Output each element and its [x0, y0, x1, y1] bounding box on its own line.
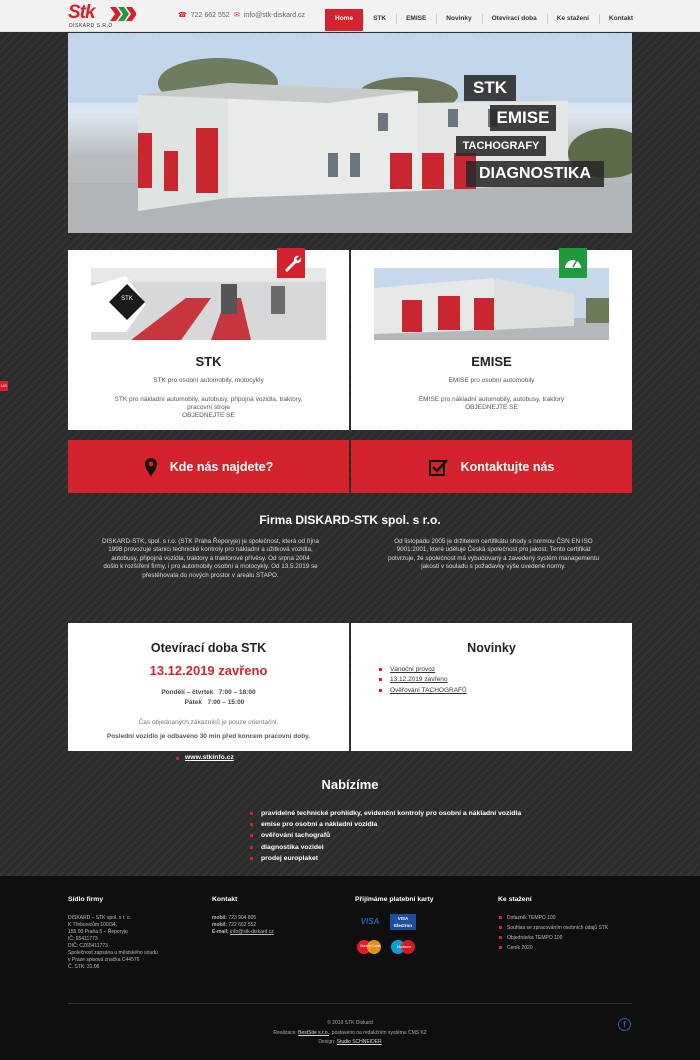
- hero-tag-tachografy: TACHOGRAFY: [456, 136, 546, 156]
- gauge-icon: [559, 248, 587, 278]
- hero-tag-diagnostika: DIAGNOSTIKA: [466, 161, 604, 187]
- facebook-icon[interactable]: f: [618, 1018, 631, 1031]
- header-phone[interactable]: ☎ 722 662 552: [178, 12, 230, 19]
- ribbon-red: [277, 248, 305, 278]
- offer-title: Nabízíme: [321, 777, 379, 792]
- bestsite-link[interactable]: BestSite s.r.o.: [298, 1030, 330, 1036]
- card-stk-title: STK: [195, 354, 222, 369]
- hours-box: [68, 623, 349, 751]
- card-emise-title: EMISE: [471, 354, 512, 369]
- map-pin-icon: [144, 458, 158, 476]
- contact-us-label: Kontaktujte nás: [460, 459, 555, 474]
- side-tab[interactable]: UG: [0, 381, 8, 391]
- hours-alert: 13.12.2019 zavřeno: [149, 663, 268, 678]
- contact-us-button[interactable]: [351, 440, 632, 493]
- hours-last: Poslední vozidlo je odbaveno 30 min před koncem pracovní doby.: [106, 733, 311, 740]
- maestro-card: Maestro: [390, 939, 418, 955]
- news-item[interactable]: Ověřování TACHOGRAFŮ: [390, 687, 467, 694]
- visa-electron-card: VISA Electron: [390, 914, 416, 930]
- hero-banner: [68, 33, 632, 233]
- card-emise[interactable]: [351, 250, 632, 430]
- card-stk-line1: STK pro osobní automobily, motocykly: [153, 377, 264, 384]
- news-item[interactable]: 13.12.2019 zavřeno: [390, 676, 448, 683]
- hero-building-image: [68, 33, 632, 233]
- offer-item: emise pro osobní a nákladní vozidla: [261, 821, 378, 828]
- top-header: [0, 0, 700, 32]
- footer-col3-title: Přijímáme platební karty: [355, 896, 434, 903]
- logo-text: Stk: [68, 2, 95, 23]
- find-us-button[interactable]: [68, 440, 349, 493]
- card-emise-line1: EMISE pro osobní automobily: [448, 377, 535, 384]
- footer-email-link[interactable]: info@stk-diskard.cz: [230, 929, 274, 935]
- hours-note: Čas objednaných zákazníků je pouze orientační.: [138, 719, 279, 726]
- card-stk[interactable]: [68, 250, 349, 430]
- hours-title: Otevírací doba STK: [150, 641, 267, 655]
- offer-item: prodej europlaket: [261, 855, 319, 862]
- wrench-icon: [277, 248, 305, 278]
- download-link[interactable]: Objednávka TEMPO 100: [507, 935, 563, 941]
- header-email-link[interactable]: info@stk-diskard.cz: [243, 12, 306, 19]
- logo[interactable]: [68, 4, 138, 30]
- footer-col4-title: Ke stažení: [498, 896, 532, 903]
- stkinfo-bullet: [176, 757, 179, 760]
- company-title: Firma DISKARD-STK spol. s r.o.: [259, 513, 441, 527]
- header-email[interactable]: [234, 11, 305, 19]
- stk-seal: STK: [121, 296, 133, 302]
- nav-novinky[interactable]: Novinky: [436, 9, 481, 31]
- ribbon-green: [559, 248, 587, 278]
- footer-design: Design: Studio SCHNEIDER: [318, 1039, 382, 1045]
- card-stk-cta[interactable]: OBJEDNEJTE SE: [182, 412, 235, 419]
- download-link[interactable]: Dotazník TEMPO 100: [507, 915, 556, 921]
- news-box: [351, 623, 632, 751]
- stk-card-image: [91, 268, 326, 340]
- footer-col2-title: Kontakt: [212, 896, 238, 903]
- hours-row2: Pátek 7:00 – 15:00: [184, 699, 245, 706]
- nav-ke-stazeni[interactable]: Ke stažení: [547, 9, 599, 31]
- stkinfo-link[interactable]: www.stkinfo.cz: [185, 754, 234, 761]
- nav-emise[interactable]: EMISE: [396, 9, 436, 31]
- offer-item: ověřování tachografů: [261, 832, 331, 839]
- nav-oteviraci-doba[interactable]: Otevírací doba: [482, 9, 547, 31]
- footer-contact: mobil: 723 904 805 mobil: 722 662 552 E-mail: info@stk-diskard.cz: [212, 915, 274, 935]
- download-link[interactable]: Souhlas se zpracováním osobních údajů STK: [507, 925, 609, 931]
- studio-link[interactable]: Studio SCHNEIDER: [336, 1039, 382, 1045]
- hero-tag-stk: STK: [464, 75, 516, 101]
- card-stk-line2: STK pro nákladní automobily, autobusy, připojná vozidla, traktory,: [114, 396, 303, 403]
- checkbox-icon: [429, 458, 449, 476]
- company-left-text: DISKARD-STK, spol. s r.o. (STK Praha Řeporyje) je společnost, která od října 1998 provozuje stanici technické kontroly pro nákladní a užitková vozidla, autobusy, připojná vozidla, traktory a traktorové přívěsy. Od srpna 2004 došlo k rozšíření firmy, i pro automobily osobní a motocykly. Od 13.5.2019 se přestěhovala do nových prostor v areálu STAPO.: [102, 538, 319, 579]
- news-title: Novinky: [467, 641, 516, 655]
- footer-address: DISKARD – STK spol. s r. o. K Třebonicům 100/34, 155 00 Praha 5 – Řeporyje IČ: 65411773 DIČ: CZ65411773 Společnost zapsána u městského soudu v Praze spisová značka C44576 Č. STK: 31.06: [68, 915, 158, 970]
- footer-col1-title: Sídlo firmy: [68, 896, 104, 903]
- card-stk-line3: pracovní stroje: [187, 404, 230, 411]
- hero-tag-emise: EMISE: [490, 105, 556, 131]
- hours-row1: Pondělí – čtvrtek 7:00 – 18:00: [161, 689, 256, 696]
- main-nav: [325, 9, 643, 31]
- visa-card: VISA: [360, 917, 380, 926]
- emise-card-image: [374, 268, 609, 340]
- footer-divider: [68, 1003, 632, 1004]
- download-link[interactable]: Ceník 2020: [507, 945, 533, 951]
- footer-realizace: Realizace: BestSite s.r.o., postaveno na redakčním systému CMS K2: [273, 1030, 427, 1036]
- company-right-text: Od listopadu 2005 je držitelem certifikátu shody s normou ČSN EN ISO 9001:2001, které uděluje Česká společnost pro jakost. Tento certifikát potvrzuje, že společnost má vybudovaný a zavedený systém managementu jakosti v souladu s požadavky výše uvedené normy.: [387, 538, 600, 571]
- nav-home[interactable]: Home: [325, 9, 363, 31]
- find-us-label: Kde nás najdete?: [169, 459, 274, 474]
- logo-chevrons: [110, 7, 136, 21]
- nav-stk[interactable]: STK: [363, 9, 396, 31]
- mastercard-card: MasterCard: [355, 939, 385, 955]
- phone-icon: ☎: [178, 12, 187, 19]
- news-item[interactable]: Vánoční provoz: [390, 666, 436, 673]
- logo-subtitle: DISKARD S.R.O: [69, 23, 113, 29]
- card-emise-cta[interactable]: OBJEDNEJTE SE: [465, 404, 518, 411]
- offer-item: pravidelné technické prohlídky, evidenční kontroly pro osobní a nákladní vozidla: [261, 810, 522, 817]
- mail-icon: ✉: [234, 12, 240, 19]
- offer-item: diagnostika vozidel: [261, 844, 324, 851]
- nav-kontakt[interactable]: Kontakt: [599, 9, 643, 31]
- card-emise-line2: EMISE pro nákladní automobily, autobusy, traktory: [418, 396, 565, 403]
- footer-copyright: © 2019 STK Diskard: [327, 1020, 373, 1026]
